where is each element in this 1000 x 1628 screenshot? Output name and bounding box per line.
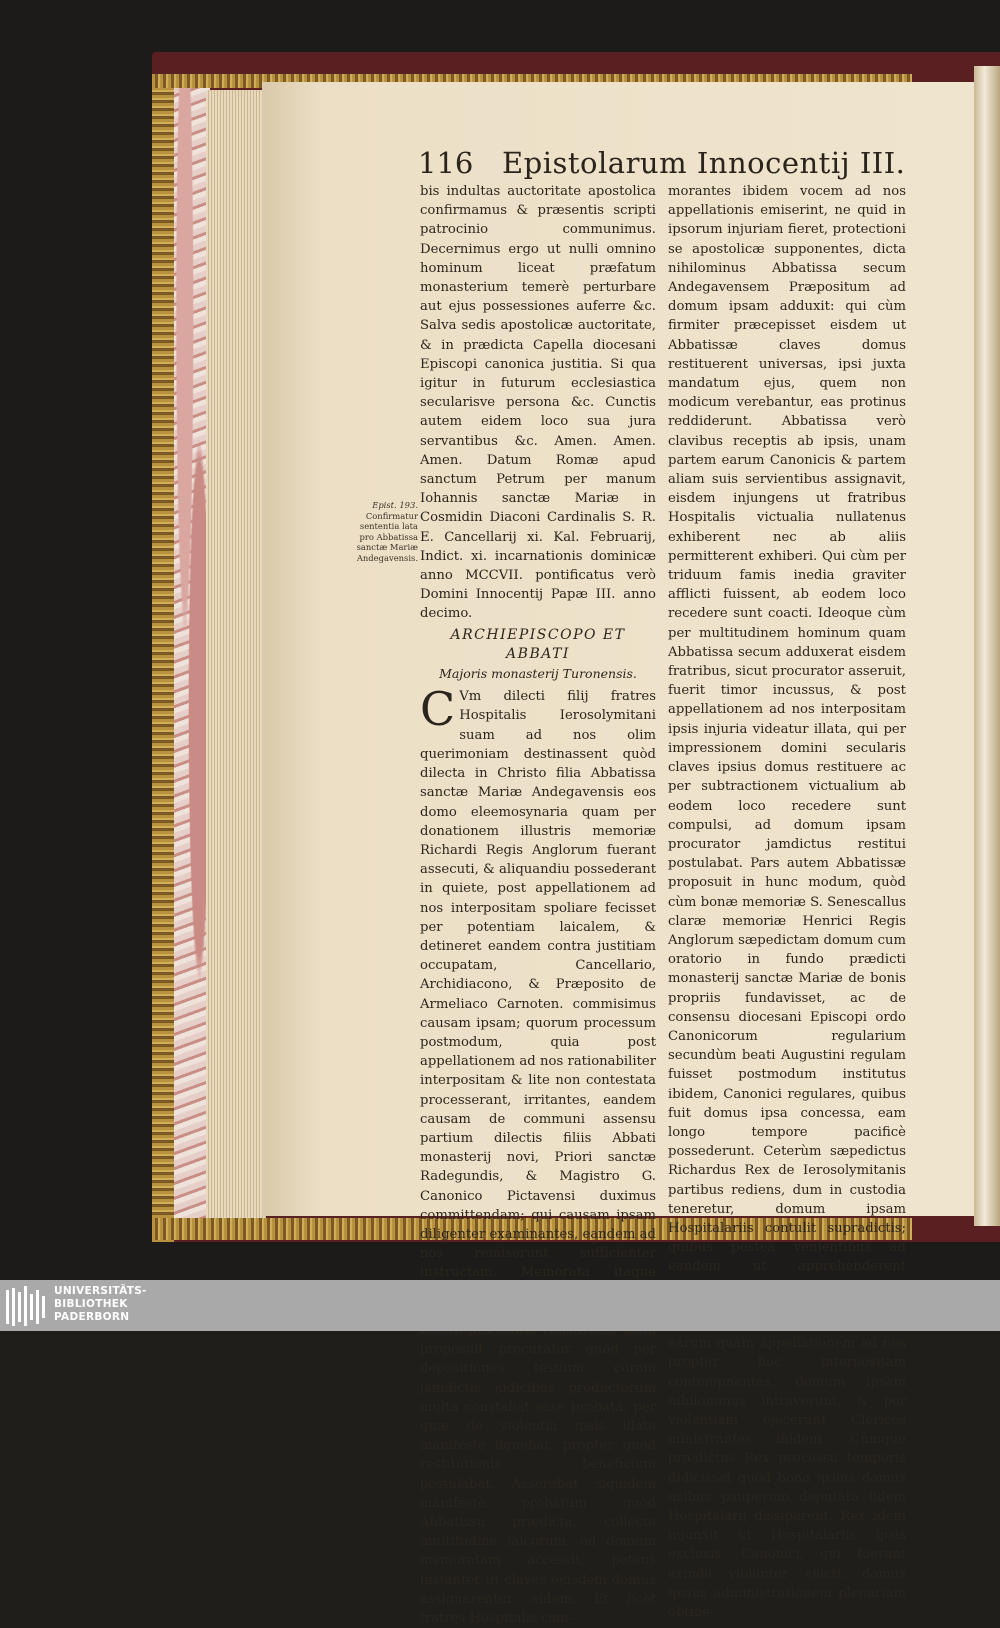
facing-page-edge bbox=[974, 66, 1000, 1226]
letter-heading bbox=[420, 626, 656, 684]
marbled-endpaper bbox=[174, 88, 210, 1218]
letter-heading-addressee: ARCHIEPISCOPO ET ABBATI bbox=[450, 626, 626, 662]
library-name bbox=[54, 1285, 147, 1324]
right-column-text: morantes ibidem vocem ad nos appellationis emiserint, ne quid in ipsorum injuriam fieret, protectioni se apostolicæ supponentes, dicta nihilominus Abbatissa secum Andegavensem Præpositum ad domum ipsam adduxit: qui cùm firmiter præcepisset eisdem ut Abbatissæ claves domus restituerent universas, ipsi juxta mandatum ejus, quem non modicum verebantur, eas protinus reddiderunt. Abbatissa verò clavibus receptis ab ipsis, unam partem earum Canonicis & partem aliam suis servientibus assignavit, eisdem injungens ut fratribus Hospitalis victualia nullatenus exhiberent nec ab aliis permitterent exhiberi. Qui cùm per triduum famis inedia graviter afflicti fuissent, ab eodem loco recedere sunt coacti. Ideoque cùm per multitudinem hominum quam Abbatissa secum adduxerat eisdem fratribus, sicut procurator asseruit, fuerit timor incussus, & post appellationem ad nos interpositam ipsis injuria videatur illata, qui per impressionem domini secularis claves ipsius domus restituere ac per subtractionem victualium ab eodem loco recedere sunt compulsi, ad domum ipsam procurator jamdictus restitui postulabat. Pars autem Abbatissæ proposuit in hunc modum, quòd cùm bonæ memoriæ S. Senescallus claræ memoriæ Henrici Regis Anglorum sæpedictam domum cum oratorio in fundo prædicti monasterij sanctæ Mariæ de bonis propriis fundavisset, ac de consensu diocesani Episcopi ordo Canonicorum regularium secundùm beati Augustini regulam fuisset postmodum institutus ibidem, Canonici regulares, quibus fuit domus ipsa concessa, eam longo tempore pacificè possederunt. Ceterùm sæpedictus Richardus Rex de Ierosolymitanis partibus rediens, dum in custodia teneretur, domum ipsam Hospitalariis contulit supradictis; quibus postea venientibus ad eandem ut apprehenderent earum quàm appellationem ad nos propter hoc interpositam contempnentes, domum ipsam nihilominus intraverunt, & per violentiam ejecerunt Clericos ministrantes ibidem. Cùmque prædictus Rex processu temporis didicisset quòd bona ipsius domus usibus pauperum deputata iidem Hospitalarij dissiparent, Rex idem injunxit ut Hospitalariis ipsis exclusis, Canonici, qui fuerant exinde violenter ejecti, domus ipsius administrationem plenariam obtine- bbox=[668, 184, 906, 1621]
library-name-line2: BIBLIOTHEK bbox=[54, 1298, 128, 1310]
running-title: Epistolarum Innocentij III. bbox=[502, 146, 906, 180]
page-header bbox=[418, 146, 908, 186]
drop-initial: C bbox=[420, 682, 456, 737]
gilt-border-left bbox=[152, 74, 174, 1242]
page-number: 116 bbox=[418, 146, 474, 180]
paragraph-continuation: bis indultas auctoritate apostolica confirmamus & præsentis scripti patrocinio communimus. Decernimus ergo ut nulli omnino hominum liceat præfatum monasterium temerè perturbare aut ejus possessiones auferre &c. Salva sedis apostolicæ auctoritate, & in prædicta Capella diocesani Episcopi canonica justitia. Si qua igitur in futurum ecclesiastica secularisve persona &c. Cunctis autem eidem loco sua jura servantibus &c. Amen. Amen. Amen. Datum Romæ apud sanctum Petrum per manum Iohannis sanctæ Mariæ in Cosmidin Diaconi Cardinalis S. R. E. Cancellarij xi. Kal. Februarij, Indict. xi. incarnationis dominicæ anno MCCVII. pontificatus verò Domini Innocentij Papæ III. anno decimo. bbox=[420, 184, 656, 622]
letter-body-paragraph bbox=[420, 682, 656, 1628]
margin-note bbox=[356, 500, 418, 564]
letter-heading-subtitle: Majoris monasterij Turonensis. bbox=[439, 666, 637, 682]
library-name-line3: PADERBORN bbox=[54, 1311, 130, 1323]
library-logo-icon bbox=[4, 1284, 50, 1328]
library-footer bbox=[0, 1280, 1000, 1331]
margin-note-text: Confirmatur sententia lata pro Abbatissa sanctæ Mariæ Andegavensis. bbox=[356, 510, 418, 563]
left-column bbox=[420, 182, 656, 1628]
library-name-line1: UNIVERSITÄTS- bbox=[54, 1285, 147, 1297]
right-column bbox=[668, 182, 906, 1622]
page-edges bbox=[206, 90, 266, 1218]
letter-body-text: Vm dilecti filij fratres Hospitalis Ierosolymitani suam ad nos olim querimoniam destinassent quòd dilecta in Christo filia Abbatissa sanctæ Mariæ Andegavensis eos domo eleemosynaria quam per donationem illustris memoriæ Richardi Regis Anglorum fuerant assecuti, & aliquandiu possederant in quiete, post appellationem ad nos interpositam spoliare fecisset per potentiam laicalem, & detineret eandem contra justitiam occupatam, Cancellario, Archidiacono, & Præposito de Armeliaco Carnoten. commisimus causam ipsam; quorum processum postmodum, quia post appellationem ad nos rationabiliter interpositam & lite non contestata processerant, irritantes, eandem causam de communi assensu partium dilectis filiis Abbati monasterij novi, Priori sanctæ Radegundis, & Magistro G. Canonico Pictavensi duximus committendam; qui causam ipsam diligenter examinantes, eandem ad nos remiserunt sufficienter instructam. Memorata itaque proposuit procurator quòd per depositiones testium coram jamdictis judicibus productorum multa constabat esse probata, per quæ de violentia ipsis illata manifestè liquebat, propter quod restitutionis beneficium postulabat. Asserebat siquidem manifestè probatum quòd Abbatissa prædicta, collecta multitudine laicorum, ad domum memoratam accessit, petens instanter ut claves ejusdem domus assignarentur eidem. Et licèt fratres Hospitalis com- bbox=[420, 689, 656, 1627]
margin-note-reference: Epist. 193. bbox=[372, 500, 418, 510]
